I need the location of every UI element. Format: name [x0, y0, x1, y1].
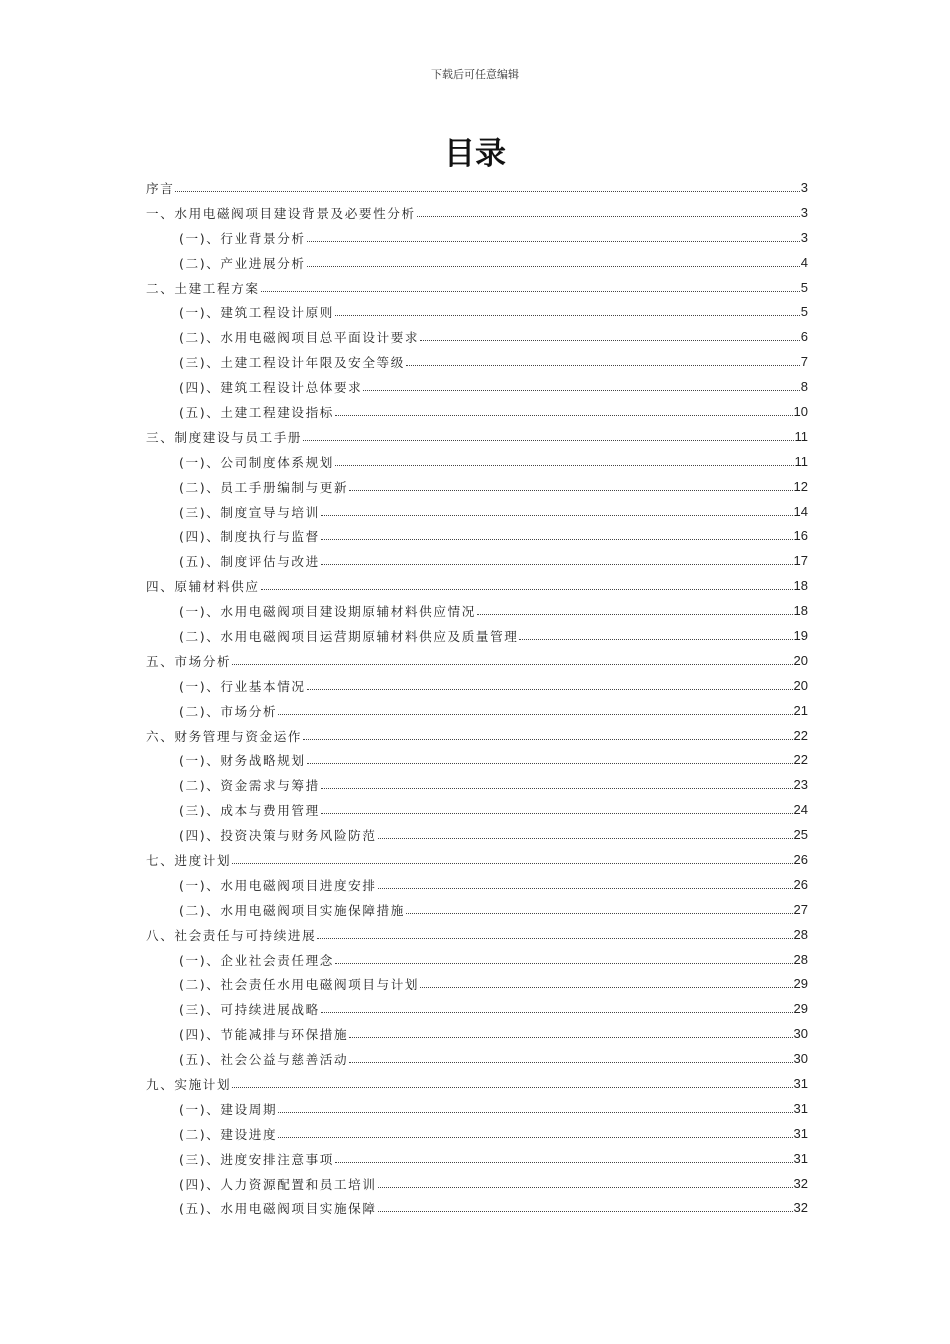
dot-leader [406, 901, 793, 914]
toc-subentry[interactable] [146, 972, 808, 997]
toc-entry-label: (五)、土建工程建设指标 [179, 404, 334, 420]
dot-leader [321, 776, 793, 789]
toc-entry-label: (二)、水用电磁阀项目运营期原辅材料供应及质量管理 [179, 628, 519, 644]
toc-entry[interactable] [146, 200, 808, 225]
toc-entry-label: 序言 [146, 180, 175, 196]
toc-entry-label: (三)、可持续进展战略 [179, 1002, 320, 1018]
dot-leader [261, 279, 800, 292]
toc-entry-page-number: 7 [800, 354, 808, 370]
toc-entry-label: (二)、水用电磁阀项目总平面设计要求 [179, 330, 420, 346]
toc-subentry[interactable] [146, 523, 808, 548]
toc-entry[interactable] [146, 847, 808, 872]
toc-entry-page-number: 26 [793, 876, 808, 892]
toc-subentry[interactable] [146, 399, 808, 424]
dot-leader [349, 478, 792, 491]
dot-leader [417, 204, 800, 217]
toc-subentry[interactable] [146, 449, 808, 474]
toc-entry-label: (三)、制度宣导与培训 [179, 504, 320, 520]
toc-entry-label: (二)、社会责任水用电磁阀项目与计划 [179, 977, 420, 993]
toc-subentry[interactable] [146, 499, 808, 524]
toc-entry-page-number: 23 [793, 777, 808, 793]
toc-entry-label: (二)、资金需求与筹措 [179, 778, 320, 794]
toc-entry[interactable] [146, 648, 808, 673]
toc-subentry[interactable] [146, 897, 808, 922]
toc-entry-page-number: 29 [793, 976, 808, 992]
toc-subentry[interactable] [146, 996, 808, 1021]
toc-entry-label: (四)、制度执行与监督 [179, 529, 320, 545]
toc-subentry[interactable] [146, 1171, 808, 1196]
toc-entry-label: (四)、节能减排与环保措施 [179, 1027, 349, 1043]
toc-entry-page-number: 26 [793, 851, 808, 867]
toc-entry-page-number: 6 [800, 329, 808, 345]
toc-subentry[interactable] [146, 1146, 808, 1171]
dot-leader [278, 1125, 792, 1138]
dot-leader [335, 951, 793, 964]
toc-entry-label: (五)、水用电磁阀项目实施保障 [179, 1201, 377, 1217]
toc-subentry[interactable] [146, 747, 808, 772]
toc-entry-label: 三、制度建设与员工手册 [146, 429, 303, 445]
toc-entry-label: 五、市场分析 [146, 653, 232, 669]
toc-entry-page-number: 12 [793, 478, 808, 494]
toc-subentry[interactable] [146, 250, 808, 275]
dot-leader [378, 1199, 793, 1212]
dot-leader [363, 378, 799, 391]
toc-entry-page-number: 16 [793, 528, 808, 544]
toc-entry-page-number: 22 [793, 727, 808, 743]
toc-entry-page-number: 14 [793, 503, 808, 519]
toc-entry-label: (一)、行业基本情况 [179, 678, 306, 694]
toc-entry-label: (四)、投资决策与财务风险防范 [179, 828, 377, 844]
dot-leader [321, 503, 793, 516]
dot-leader [303, 428, 793, 441]
toc-entry-page-number: 22 [793, 752, 808, 768]
dot-leader [321, 1000, 793, 1013]
dot-leader [321, 801, 793, 814]
dot-leader [261, 577, 793, 590]
dot-leader [278, 1100, 792, 1113]
dot-leader [349, 1025, 792, 1038]
toc-entry-label: (一)、公司制度体系规划 [179, 454, 334, 470]
toc-entry-label: (一)、水用电磁阀项目建设期原辅材料供应情况 [179, 604, 476, 620]
dot-leader [420, 328, 800, 341]
toc-entry-label: (二)、市场分析 [179, 703, 278, 719]
dot-leader [406, 353, 800, 366]
toc-entry[interactable] [146, 275, 808, 300]
toc-subentry[interactable] [146, 598, 808, 623]
toc-entry-page-number: 31 [793, 1125, 808, 1141]
dot-leader [307, 229, 800, 242]
toc-subentry[interactable] [146, 474, 808, 499]
toc-entry-label: (三)、土建工程设计年限及安全等级 [179, 355, 405, 371]
dot-leader [232, 1075, 792, 1088]
toc-subentry[interactable] [146, 1021, 808, 1046]
toc-subentry[interactable] [146, 548, 808, 573]
toc-entry-label: (五)、制度评估与改进 [179, 554, 320, 570]
toc-entry-label: (四)、建筑工程设计总体要求 [179, 380, 363, 396]
toc-entry-page-number: 17 [793, 553, 808, 569]
toc-entry-label: 九、实施计划 [146, 1077, 232, 1092]
toc-entry-page-number: 32 [793, 1200, 808, 1216]
dot-leader [307, 677, 793, 690]
toc-entry-page-number: 5 [800, 304, 808, 320]
toc-subentry[interactable] [146, 772, 808, 797]
toc-subentry[interactable] [146, 299, 808, 324]
toc-entry-page-number: 28 [793, 926, 808, 942]
page-title: 目录 [444, 136, 506, 172]
toc-entry-page-number: 24 [793, 802, 808, 818]
dot-leader [303, 727, 792, 740]
toc-entry-page-number: 10 [793, 403, 808, 419]
toc-entry-page-number: 19 [793, 627, 808, 643]
dot-leader [349, 1050, 792, 1063]
dot-leader [335, 1150, 793, 1163]
dot-leader [321, 527, 793, 540]
dot-leader [307, 254, 800, 267]
toc-entry-page-number: 4 [800, 254, 808, 270]
toc-entry-page-number: 11 [794, 428, 808, 444]
dot-leader [335, 303, 800, 316]
toc-entry-label: (一)、建筑工程设计原则 [179, 305, 334, 321]
toc-entry-page-number: 3 [800, 204, 808, 220]
toc-subentry[interactable] [146, 349, 808, 374]
dot-leader [317, 926, 792, 939]
toc-subentry[interactable] [146, 324, 808, 349]
dot-leader [420, 975, 792, 988]
dot-leader [307, 751, 793, 764]
toc-entry[interactable] [146, 573, 808, 598]
toc-subentry[interactable] [146, 1096, 808, 1121]
toc-subentry[interactable] [146, 374, 808, 399]
toc-entry[interactable] [146, 1071, 808, 1096]
toc-entry-page-number: 30 [793, 1026, 808, 1042]
toc-entry[interactable] [146, 922, 808, 947]
toc-entry-label: (一)、水用电磁阀项目进度安排 [179, 877, 377, 893]
toc-entry-page-number: 21 [793, 702, 808, 718]
toc-entry-label: (三)、成本与费用管理 [179, 803, 320, 819]
toc-subentry[interactable] [146, 947, 808, 972]
toc-entry-label: (二)、建设进度 [179, 1126, 278, 1142]
toc-subentry[interactable] [146, 623, 808, 648]
toc-subentry[interactable] [146, 822, 808, 847]
toc-entry-page-number: 11 [794, 453, 808, 469]
dot-leader [321, 552, 793, 565]
toc-entry-page-number: 18 [793, 578, 808, 594]
toc-entry-label: (一)、建设周期 [179, 1101, 278, 1117]
toc-entry-page-number: 31 [793, 1076, 808, 1091]
toc-entry-label: 七、进度计划 [146, 852, 232, 868]
toc-entry-page-number: 25 [793, 827, 808, 843]
dot-leader [378, 876, 793, 889]
toc-entry-label: (一)、企业社会责任理念 [179, 952, 334, 968]
dot-leader [477, 602, 793, 615]
dot-leader [378, 826, 793, 839]
dot-leader [519, 627, 792, 640]
page-header: 下载后可任意编辑 [431, 68, 519, 81]
toc-entry-label: 二、土建工程方案 [146, 280, 260, 296]
toc-entry-page-number: 20 [793, 677, 808, 693]
toc-subentry[interactable] [146, 797, 808, 822]
dot-leader [335, 403, 793, 416]
dot-leader [175, 179, 799, 192]
dot-leader [378, 1175, 793, 1188]
toc-entry-label: (二)、产业进展分析 [179, 255, 306, 271]
toc-subentry[interactable] [146, 1046, 808, 1071]
toc-entry-label: (一)、财务战略规划 [179, 753, 306, 769]
toc-entry-label: 四、原辅材料供应 [146, 579, 260, 595]
toc-entry-page-number: 18 [793, 603, 808, 619]
toc-subentry[interactable] [146, 225, 808, 250]
toc-subentry[interactable] [146, 872, 808, 897]
toc-entry-page-number: 27 [793, 901, 808, 917]
toc-entry-page-number: 31 [793, 1150, 808, 1166]
toc-entry-page-number: 30 [793, 1051, 808, 1067]
toc-entry-label: (四)、人力资源配置和员工培训 [179, 1176, 377, 1192]
toc-entry-page-number: 8 [800, 379, 808, 395]
toc-entry-label: (二)、员工手册编制与更新 [179, 479, 349, 495]
dot-leader [335, 453, 794, 466]
toc-entry-page-number: 5 [800, 279, 808, 295]
toc-subentry[interactable] [146, 1121, 808, 1146]
toc-entry-page-number: 28 [793, 951, 808, 967]
table-of-contents [146, 175, 808, 1220]
toc-entry-page-number: 29 [793, 1001, 808, 1017]
toc-entry[interactable] [146, 424, 808, 449]
toc-subentry[interactable] [146, 1196, 808, 1221]
toc-subentry[interactable] [146, 698, 808, 723]
toc-entry-label: (二)、水用电磁阀项目实施保障措施 [179, 902, 405, 918]
toc-entry-page-number: 20 [793, 652, 808, 668]
toc-entry-label: (一)、行业背景分析 [179, 230, 306, 246]
toc-entry[interactable] [146, 175, 808, 200]
toc-entry-page-number: 31 [793, 1100, 808, 1116]
toc-entry-label: (三)、进度安排注意事项 [179, 1151, 334, 1167]
toc-subentry[interactable] [146, 673, 808, 698]
toc-entry[interactable] [146, 723, 808, 748]
toc-entry-label: 六、财务管理与资金运作 [146, 728, 303, 744]
toc-entry-page-number: 3 [800, 229, 808, 245]
toc-entry-label: (五)、社会公益与慈善活动 [179, 1052, 349, 1068]
toc-entry-page-number: 32 [793, 1175, 808, 1191]
dot-leader [278, 702, 792, 715]
toc-entry-page-number: 3 [800, 179, 808, 195]
toc-entry-label: 八、社会责任与可持续进展 [146, 927, 317, 943]
toc-entry-label: 一、水用电磁阀项目建设背景及必要性分析 [146, 205, 416, 221]
dot-leader [232, 851, 792, 864]
dot-leader [232, 652, 792, 665]
